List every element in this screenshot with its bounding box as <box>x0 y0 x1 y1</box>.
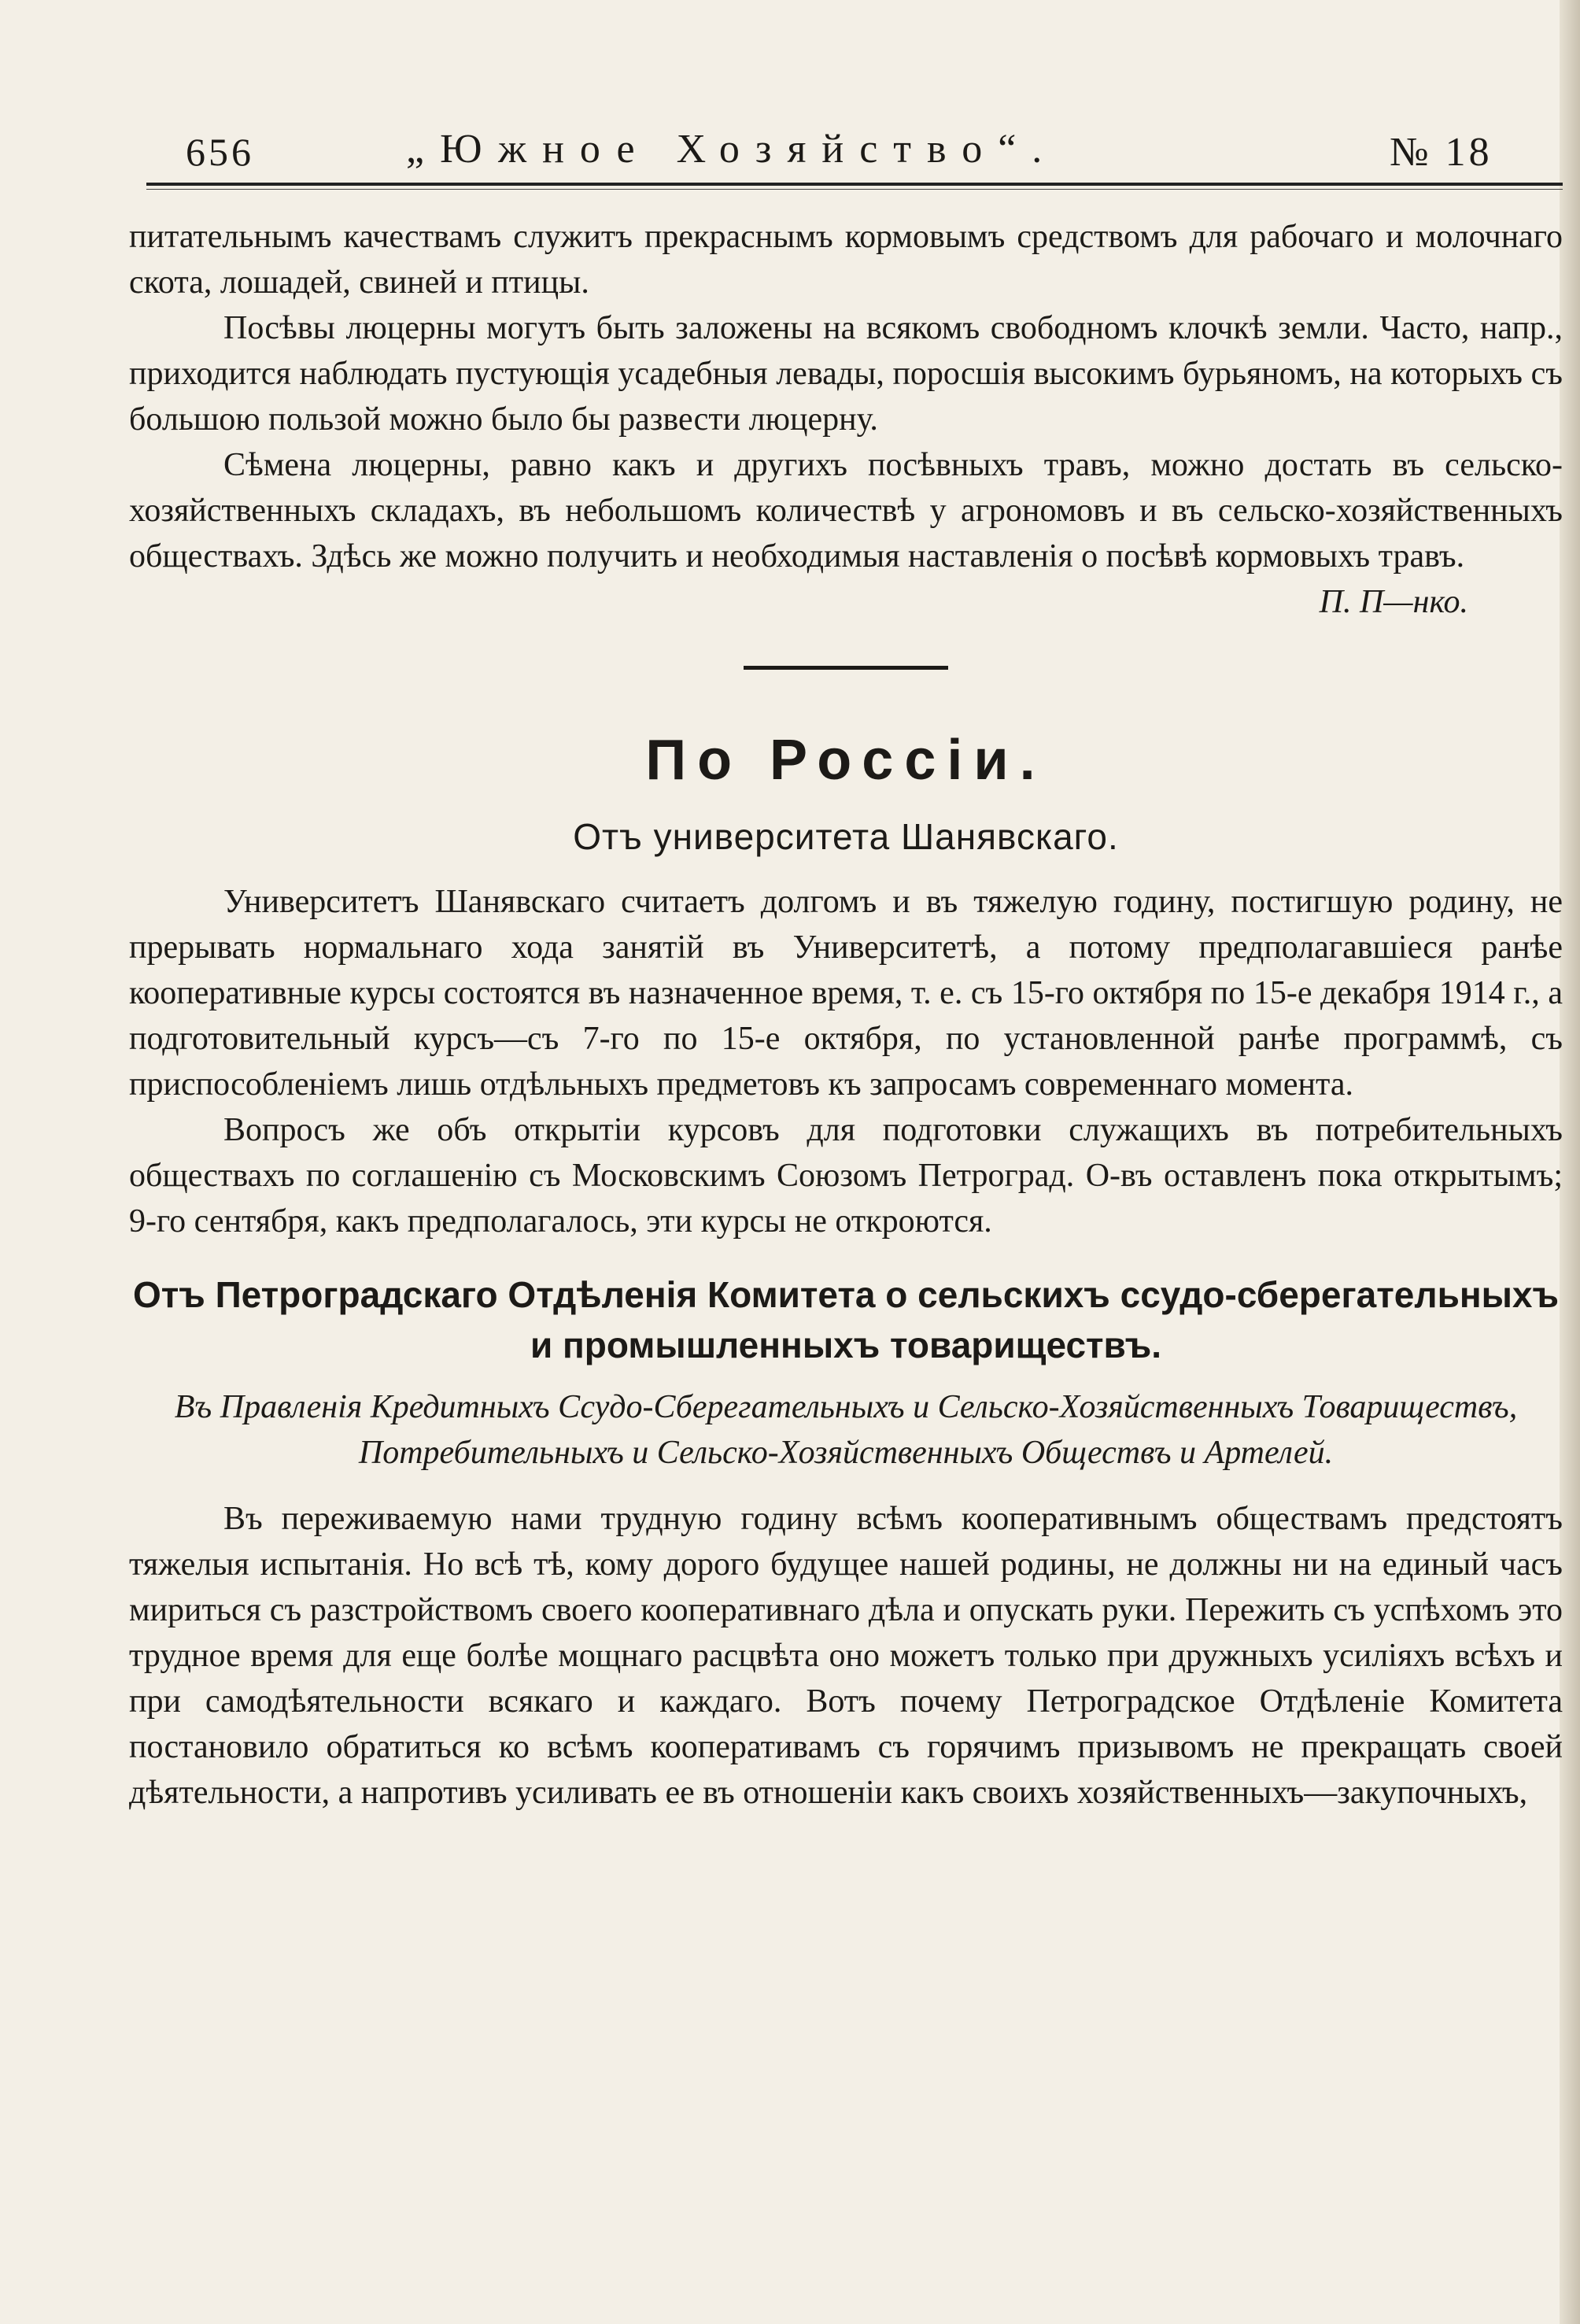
page-header <box>146 126 1563 181</box>
header-rule <box>146 183 1563 186</box>
intro-paragraph-1: питательнымъ качествамъ служитъ прекраснымъ кормовымъ средствомъ для рабочаго и молочнаго скота, лошадей, свиней и птицы. <box>129 219 1563 301</box>
section-title: По Россіи. <box>645 729 1047 792</box>
article-title-shanyavsky: Отъ университета Шанявскаго. <box>573 816 1119 857</box>
article1-paragraph-1: Университетъ Шанявскаго считаетъ долгомъ и въ тяжелую годину, постигшую родину, не прерывать нормальнаго хода занятій въ Университетѣ, а потому предполагавшіеся ранѣе кооперативные курсы состоятся въ назначенное время, т. е. съ 15-го октября по 15-е декабря 1914 г., а подготовительный курсъ—съ 7-го по 15-е октября, по установленной ранѣе программѣ, съ приспособленіемъ лишь отдѣльныхъ предметовъ къ запросамъ современнаго момента. <box>129 884 1563 1103</box>
article2-paragraph-1: Въ переживаемую нами трудную годину всѣмъ кооперативнымъ обществамъ предстоятъ тяжелыя испытанія. Но всѣ тѣ, кому дорого будущее нашей родины, не должны ни на единый часъ мириться съ разстройствомъ своего кооперативнаго дѣла и опускать руки. Пережить съ успѣхомъ это трудное время для еще болѣе мощнаго расцвѣта оно можетъ только при дружныхъ усиліяхъ всѣхъ и при самодѣятельности всякаго и каждаго. Вотъ почему Петроградское Отдѣленіе Комитета постановило обратиться ко всѣмъ кооперативамъ съ горячимъ призывомъ не прекращать своей дѣятельности, а напротивъ усиливать ее въ отношеніи какъ своихъ хозяйственныхъ—закупочныхъ, <box>129 1501 1563 1811</box>
intro-paragraph-3: Сѣмена люцерны, равно какъ и другихъ посѣвныхъ травъ, можно достать въ сельско-хозяйственныхъ складахъ, въ небольшомъ количествѣ у агрономовъ и въ сельско-хозяйственныхъ обществахъ. Здѣсь же можно получить и необходимыя наставленія о посѣвѣ кормовыхъ травъ. <box>129 447 1563 575</box>
page-body <box>129 214 1563 1816</box>
section-divider <box>744 666 948 670</box>
article2-addressee: Въ Правленія Кредитныхъ Ссудо-Сберегательныхъ и Сельско-Хозяйственныхъ Товариществъ, Потребительныхъ и Сельско-Хозяйственныхъ Обществъ и Артелей. <box>174 1389 1518 1471</box>
article-title-petrograd: Отъ Петроградскаго Отдѣленія Комитета о сельскихъ ссудо-сберегательныхъ и промышленныхъ товариществъ. <box>132 1274 1560 1365</box>
journal-title: „Южное Хозяйство“. <box>406 127 1058 172</box>
intro-paragraph-2: Посѣвы люцерны могутъ быть заложены на всякомъ свободномъ клочкѣ земли. Часто, напр., приходится наблюдать пустующія усадебныя левады, поросшія высокимъ бурьяномъ, на которыхъ съ большою пользой можно было бы развести люцерну. <box>129 310 1563 438</box>
author-signature: П. П—нко. <box>1319 584 1468 620</box>
page-number: 656 <box>186 130 254 174</box>
header-rule-thin <box>146 189 1563 190</box>
issue-number: № 18 <box>1390 130 1493 175</box>
article1-paragraph-2: Вопросъ же объ открытіи курсовъ для подготовки служащихъ въ потребительныхъ обществахъ по соглашенію съ Московскимъ Союзомъ Петроград. О-въ оставленъ пока открытымъ; 9-го сентября, какъ предполагалось, эти курсы не откроются. <box>129 1112 1563 1240</box>
